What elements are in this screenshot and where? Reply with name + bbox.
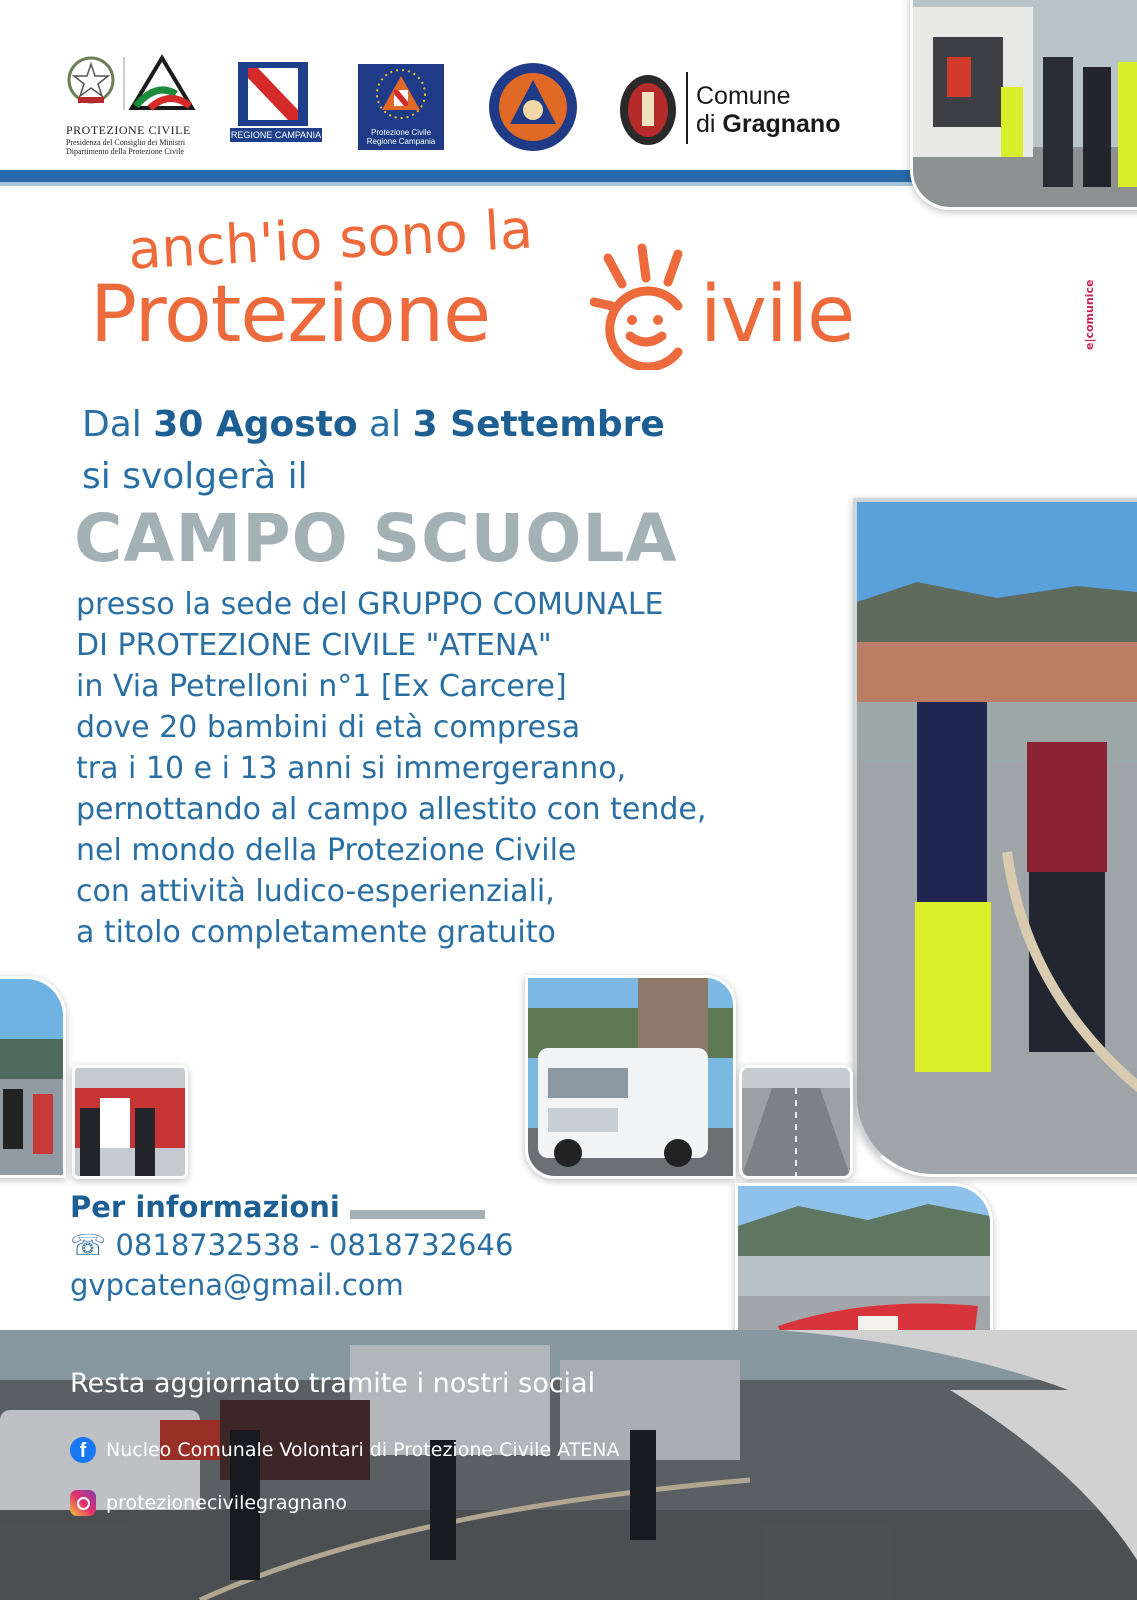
logo-regione-campania (230, 62, 322, 150)
side-credit: e|comunice (1083, 279, 1096, 350)
social-heading: Resta aggiornato tramite i nostri social (70, 1368, 596, 1399)
social-instagram[interactable]: protezionecivilegragnano (106, 1492, 347, 1514)
description-line: pernottando al campo allestito con tende, (76, 792, 707, 827)
title-line2a: Protezione (90, 270, 491, 360)
campania-shield-icon (238, 62, 308, 126)
logo-pc-sub2: Dipartimento della Protezione Civile (66, 147, 184, 156)
gruppo-comunale-emblem-icon (488, 62, 578, 152)
title-line1: anch'io sono la (126, 197, 535, 282)
logo-comune-gragnano (618, 72, 858, 148)
comune-line2 (696, 110, 840, 139)
photo-volunteers-truck (910, 0, 1137, 210)
phone-icon: ☏ (70, 1228, 107, 1262)
logo-pc-regione-line1: Protezione Civile (370, 128, 432, 137)
gragnano-crest-icon (618, 72, 678, 148)
smiley-sun-icon (590, 240, 710, 370)
description-line: in Via Petrelloni n°1 [Ex Carcere] (76, 669, 567, 704)
comune-line2-bold: Gragnano (722, 110, 841, 138)
logo-campania-label: REGIONE CAMPANIA (230, 130, 322, 140)
description-line: a titolo completamente gratuito (76, 915, 556, 950)
info-phones-row (70, 1228, 513, 1262)
photo-hose-training (853, 498, 1137, 1177)
dates-end: 3 Settembre (412, 404, 665, 445)
info-heading: Per informazioni (70, 1190, 340, 1224)
logo-gruppo-comunale (488, 62, 578, 152)
social-instagram-row[interactable] (70, 1490, 347, 1516)
headline-campo-scuola: CAMPO SCUOLA (74, 500, 678, 577)
dates-line1 (82, 404, 665, 445)
info-phones[interactable]: 0818732538 - 0818732646 (115, 1228, 514, 1262)
title-line2b: ivile (700, 270, 855, 360)
dates-line2: si svolgerà il (82, 456, 308, 497)
social-facebook[interactable]: Nucleo Comunale Volontari di Protezione Civile ATENA (106, 1439, 620, 1461)
dates-al: al (357, 404, 413, 445)
social-facebook-row[interactable] (70, 1437, 620, 1463)
comune-line2-pre: di (696, 110, 723, 138)
photo-left-edge (0, 976, 66, 1178)
description-line: nel mondo della Protezione Civile (76, 833, 577, 868)
comune-line1: Comune (696, 82, 791, 110)
logo-pc-regione (358, 64, 444, 150)
info-heading-row (70, 1190, 485, 1224)
photo-red-tent (72, 1065, 188, 1179)
photo-road (739, 1065, 853, 1179)
logo-protezione-civile (66, 52, 196, 157)
comune-divider (686, 72, 688, 144)
pc-regione-emblem-icon (358, 64, 444, 124)
info-email[interactable]: gvpcatena@gmail.com (70, 1268, 404, 1302)
logo-pc-sub1: Presidenza del Consiglio dei Ministri (66, 138, 186, 147)
dates-dal: Dal (82, 404, 154, 445)
description-line: tra i 10 e i 13 anni si immergeranno, (76, 751, 627, 786)
photo-pickup-truck (525, 975, 736, 1179)
instagram-icon (70, 1490, 96, 1516)
description-block (76, 584, 836, 953)
logo-pc-regione-line2: Regione Campania (366, 137, 436, 146)
info-heading-bar (350, 1210, 485, 1219)
description-line: con attività ludico-esperienziali, (76, 874, 555, 909)
emblem-icon (66, 52, 196, 117)
description-line: presso la sede del GRUPPO COMUNALE (76, 587, 664, 622)
description-line: DI PROTEZIONE CIVILE "ATENA" (76, 628, 552, 663)
title-line2 (90, 270, 490, 370)
description-line: dove 20 bambini di età compresa (76, 710, 581, 745)
dates-start: 30 Agosto (153, 404, 358, 445)
facebook-icon: f (70, 1437, 96, 1463)
logo-pc-title: PROTEZIONE CIVILE (66, 123, 191, 137)
